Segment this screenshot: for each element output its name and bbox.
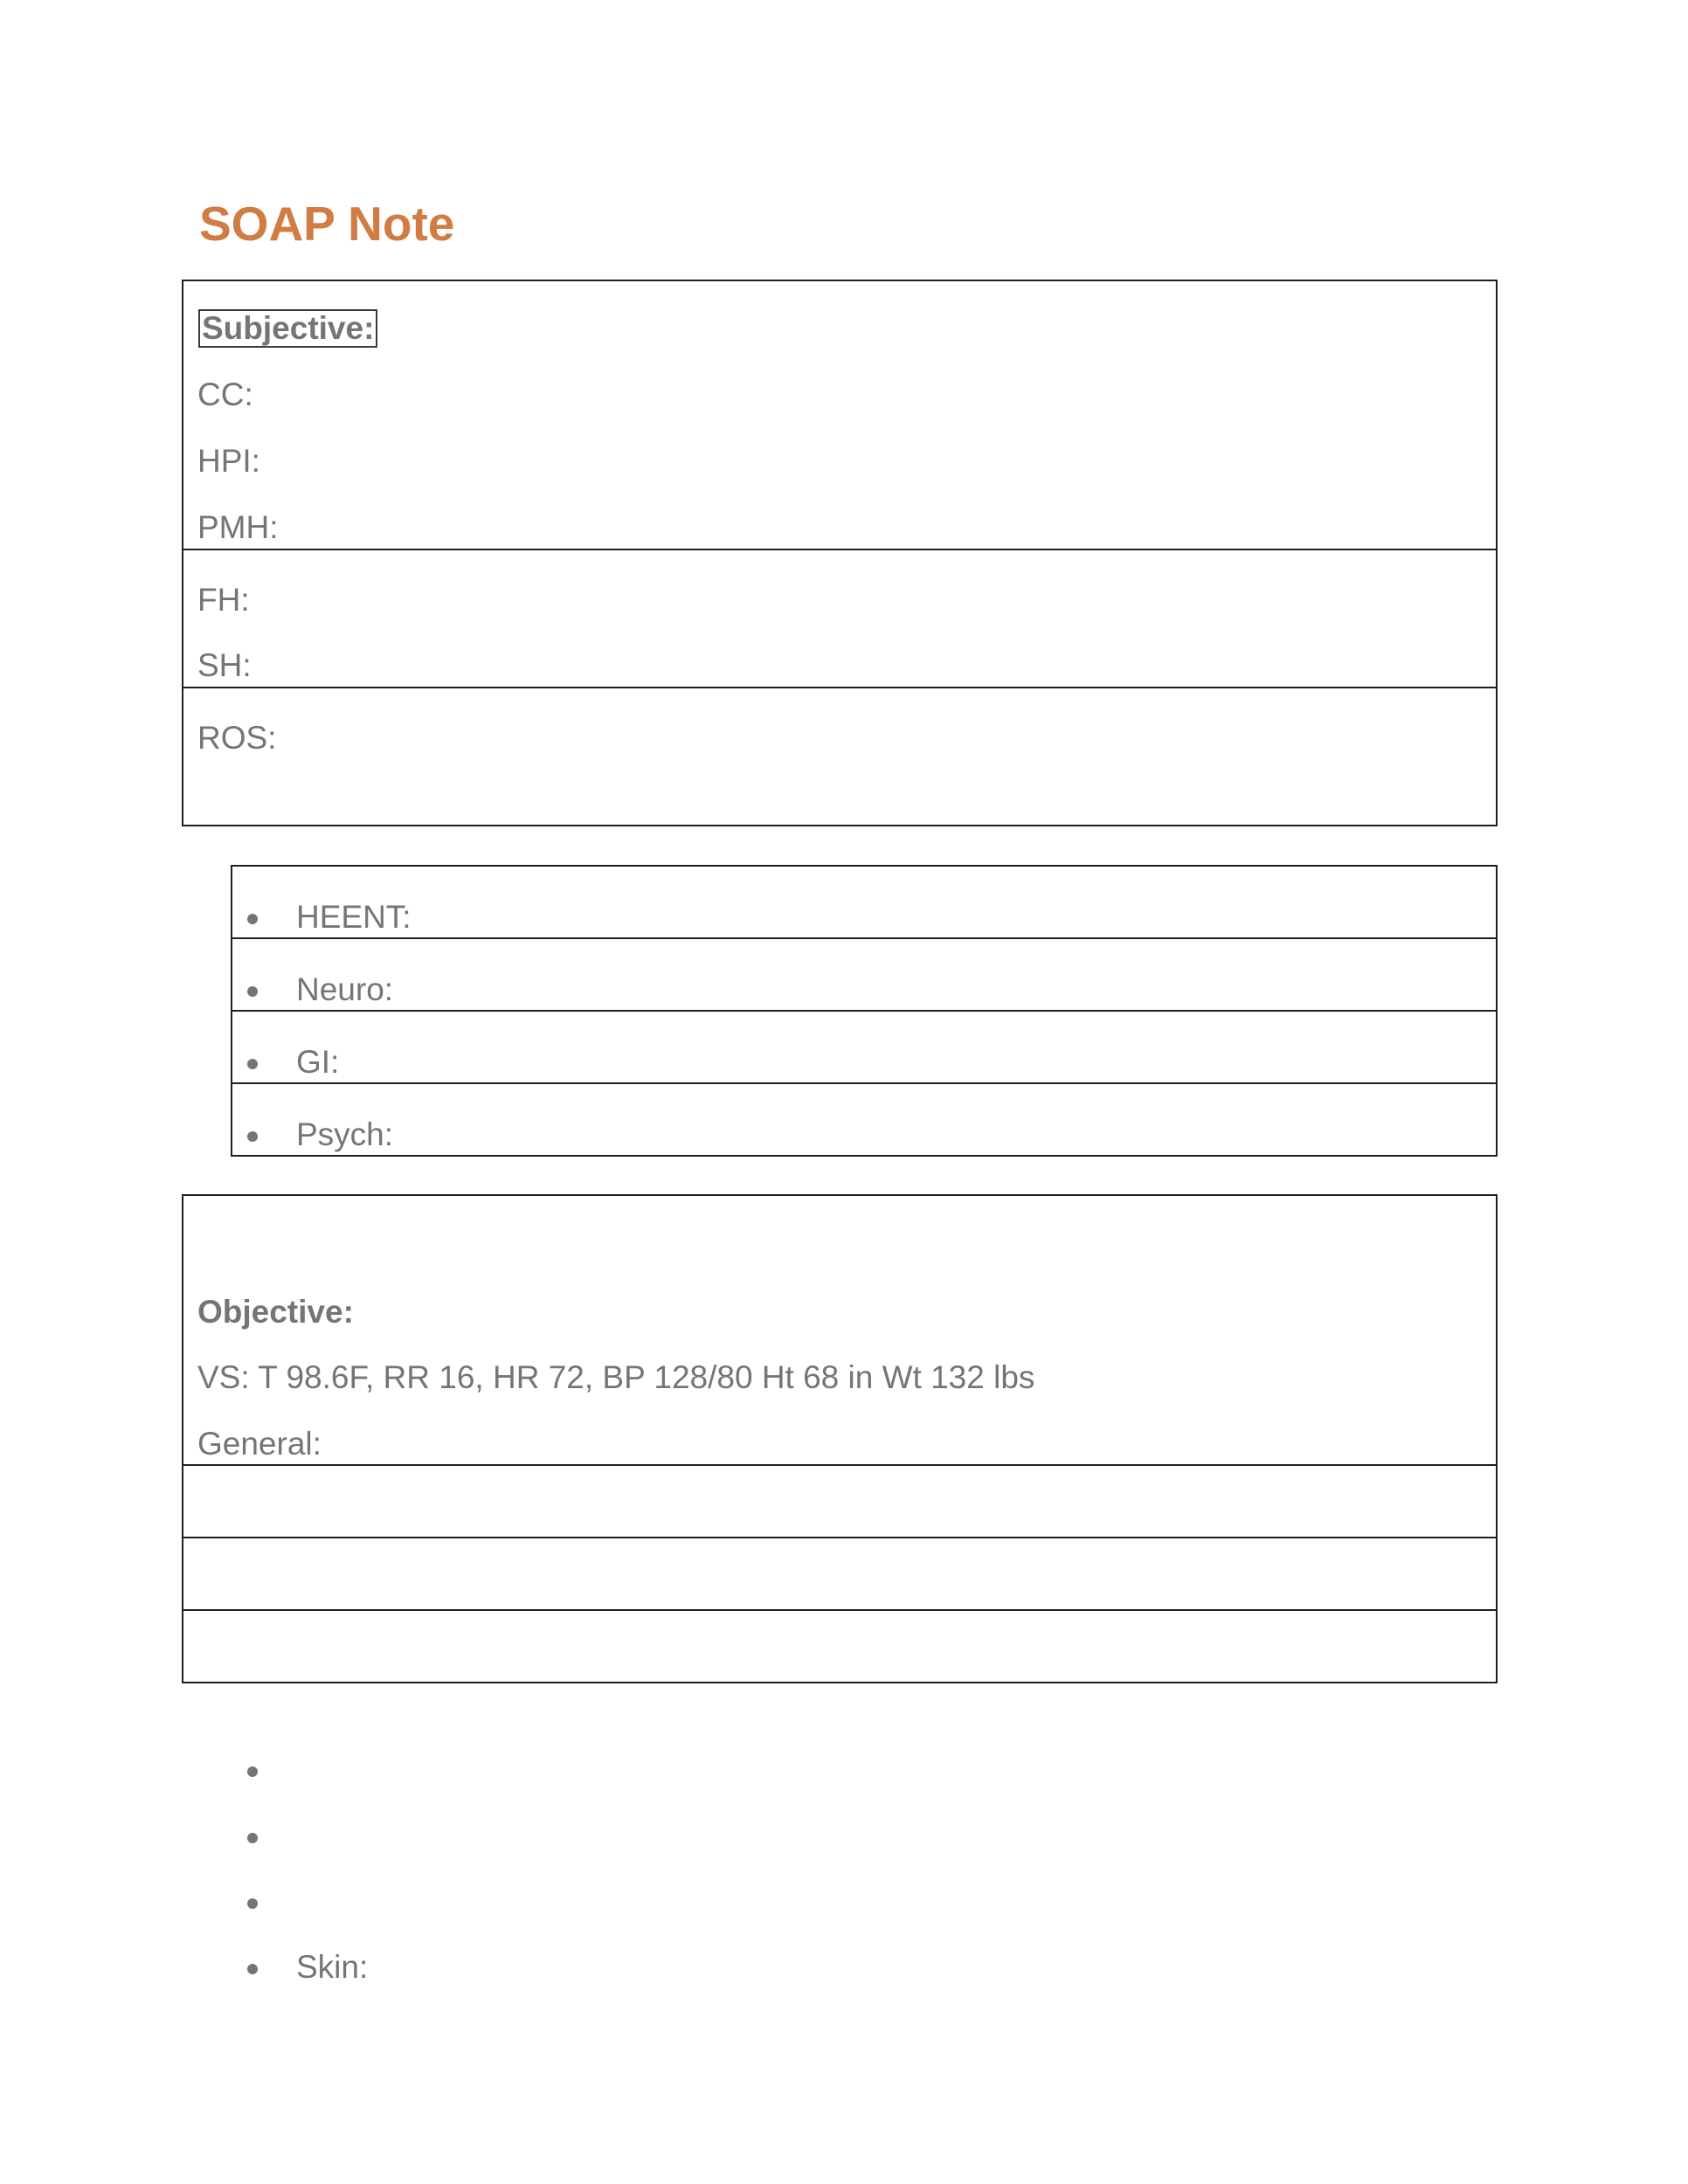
ros-item-heent: HEENT: xyxy=(296,899,412,935)
bullet-icon xyxy=(247,1766,258,1777)
pmh-label: PMH: xyxy=(197,509,279,545)
objective-row-2 xyxy=(182,1464,1498,1538)
bullet-icon xyxy=(247,1059,258,1069)
ros-item-gi: GI: xyxy=(296,1044,340,1080)
bullet-icon xyxy=(247,1964,258,1974)
objective-heading: Objective: xyxy=(197,1294,354,1330)
ros-label: ROS: xyxy=(197,720,277,756)
page-title: SOAP Note xyxy=(199,197,455,251)
vital-signs: VS: T 98.6F, RR 16, HR 72, BP 128/80 Ht 68 in Wt 132 lbs xyxy=(197,1359,1035,1395)
subjective-heading: Subjective: xyxy=(198,309,377,348)
bullet-icon xyxy=(247,1833,258,1843)
ros-row-heent xyxy=(231,865,1498,939)
objective-row-1 xyxy=(182,1194,1498,1466)
hpi-label: HPI: xyxy=(197,443,260,479)
bullet-icon xyxy=(247,914,258,924)
general-label: General: xyxy=(197,1426,322,1462)
ros-item-neuro: Neuro: xyxy=(296,971,394,1007)
bullet-icon xyxy=(247,1131,258,1142)
ros-item-psych: Psych: xyxy=(296,1116,394,1152)
ros-row-neuro xyxy=(231,937,1498,1012)
exam-item-skin: Skin: xyxy=(296,1949,369,1985)
subjective-row-3 xyxy=(182,687,1498,826)
bullet-icon xyxy=(247,1898,258,1909)
ros-row-gi xyxy=(231,1010,1498,1084)
cc-label: CC: xyxy=(197,377,253,412)
subjective-row-1 xyxy=(182,280,1498,550)
subjective-row-2 xyxy=(182,549,1498,688)
objective-row-3 xyxy=(182,1537,1498,1611)
ros-row-psych xyxy=(231,1082,1498,1157)
objective-row-4 xyxy=(182,1609,1498,1683)
bullet-icon xyxy=(247,986,258,997)
sh-label: SH: xyxy=(197,647,252,683)
fh-label: FH: xyxy=(197,582,250,618)
